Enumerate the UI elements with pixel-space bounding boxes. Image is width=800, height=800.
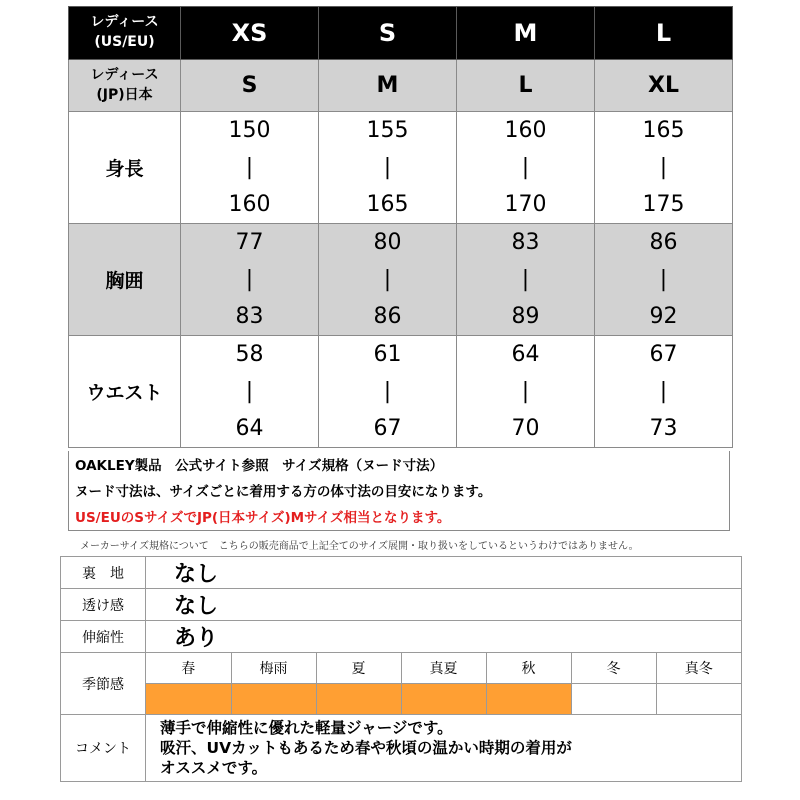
stretch-value: あり [146,621,742,653]
season-label: 季節感 [61,653,146,715]
stretch-row [61,621,742,653]
stretch-label: 伸縮性 [61,621,146,653]
bust-row [69,224,733,336]
season-indicator [231,684,316,715]
us-size-s: S [319,7,457,60]
comment-line: 薄手で伸縮性に優れた軽量ジャージです。 [160,719,453,737]
size-chart-table [68,6,733,448]
waist-row [69,336,733,448]
notes-line-size-equivalence: US/EUのSサイズでJP(日本サイズ)Mサイズ相当となります。 [75,510,451,526]
us-size-xs: XS [181,7,319,60]
notes-line-source: OAKLEY製品 公式サイト参照 サイズ規格（ヌード寸法） [75,458,444,474]
season-name: 春 [146,653,231,684]
bust-cell: 80 | 86 [319,224,457,336]
jp-size-s: S [181,60,319,112]
size-notes-box [68,451,730,531]
season-indicator [401,684,486,715]
lining-row [61,557,742,589]
bust-cell: 83 | 89 [457,224,595,336]
jp-size-header-row [69,60,733,112]
season-indicator [486,684,571,715]
height-cell: 160 | 170 [457,112,595,224]
us-size-l: L [595,7,733,60]
spec-table [60,556,742,782]
notes-line-nude-size: ヌード寸法は、サイズごとに着用する方の体寸法の目安になります。 [75,484,492,500]
season-indicator [571,684,656,715]
season-name: 梅雨 [231,653,316,684]
bust-cell: 86 | 92 [595,224,733,336]
height-cell: 165 | 175 [595,112,733,224]
disclaimer-text: メーカーサイズ規格について こちらの販売商品で上記全てのサイズ展開・取り扱いをしているというわけではありません。 [80,541,639,552]
us-size-header-row [69,7,733,60]
season-name: 冬 [571,653,656,684]
season-indicator [146,684,231,715]
sheer-row [61,589,742,621]
height-row [69,112,733,224]
season-grid [146,653,741,714]
jp-size-header-label: レディース (JP)日本 [69,60,181,112]
bust-label: 胸囲 [69,224,181,336]
season-name: 真冬 [656,653,741,684]
season-indicator [656,684,741,715]
season-name: 夏 [316,653,401,684]
bust-cell: 77 | 83 [181,224,319,336]
season-indicator [316,684,401,715]
comment-text [146,715,742,782]
comment-line: 吸汗、UVカットもあるため春や秋頃の温かい時期の着用が [160,739,572,757]
jp-size-l: L [457,60,595,112]
sheer-value: なし [146,589,742,621]
season-grid-cell [146,653,742,715]
season-name: 秋 [486,653,571,684]
waist-cell: 61 | 67 [319,336,457,448]
us-size-header-label: レディース (US/EU) [69,7,181,60]
waist-cell: 67 | 73 [595,336,733,448]
lining-label: 裏 地 [61,557,146,589]
height-cell: 150 | 160 [181,112,319,224]
waist-cell: 58 | 64 [181,336,319,448]
jp-size-xl: XL [595,60,733,112]
comment-row [61,715,742,782]
sheer-label: 透け感 [61,589,146,621]
season-indicator-row [146,684,741,715]
lining-value: なし [146,557,742,589]
waist-cell: 64 | 70 [457,336,595,448]
height-label: 身長 [69,112,181,224]
season-name-row [146,653,741,684]
comment-line: オススメです。 [160,759,268,777]
height-cell: 155 | 165 [319,112,457,224]
season-row [61,653,742,715]
waist-label: ウエスト [69,336,181,448]
us-size-m: M [457,7,595,60]
jp-size-m: M [319,60,457,112]
season-name: 真夏 [401,653,486,684]
comment-label: コメント [61,715,146,782]
